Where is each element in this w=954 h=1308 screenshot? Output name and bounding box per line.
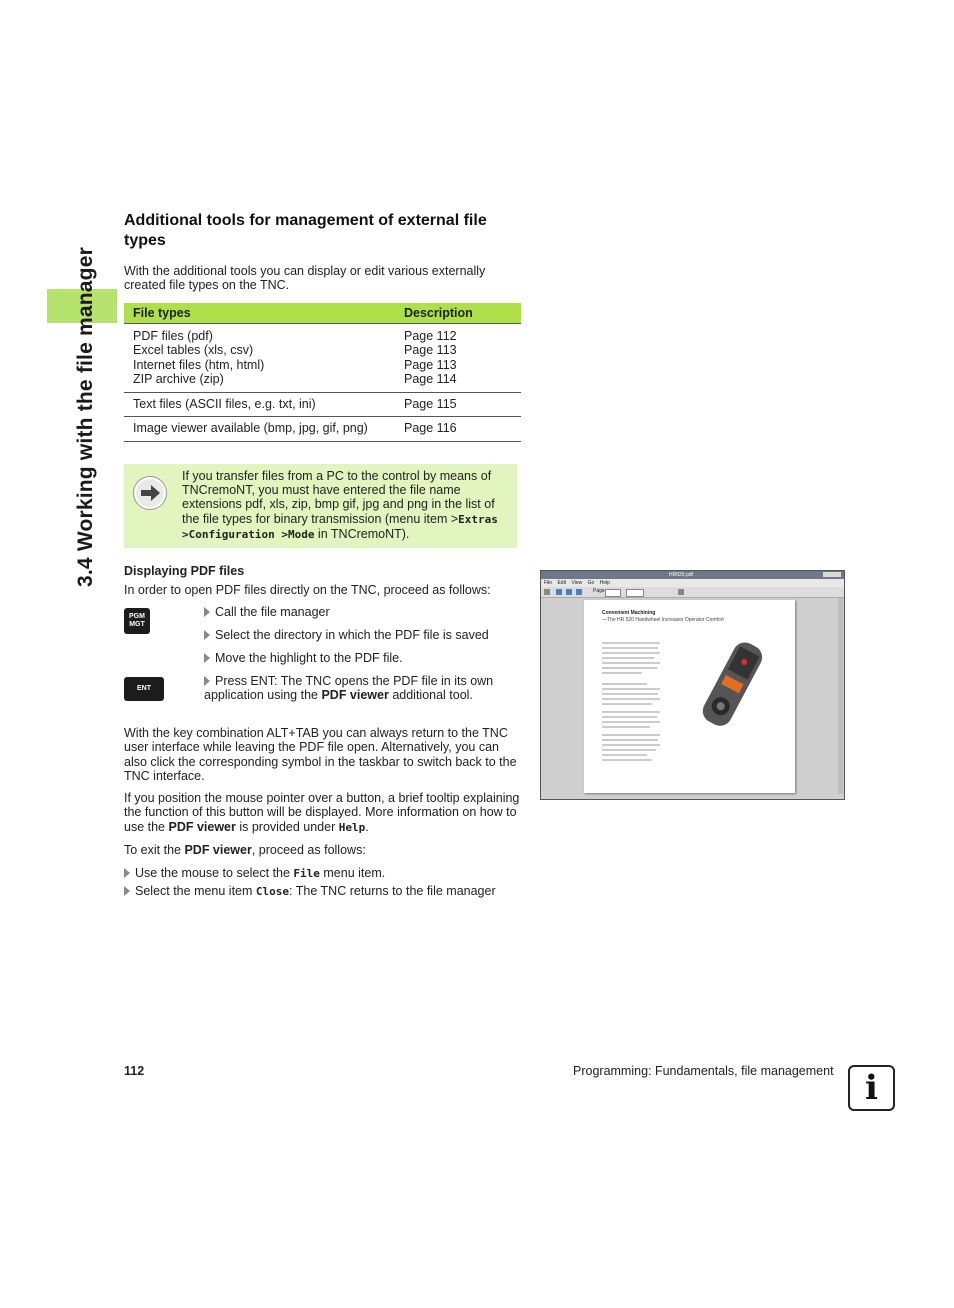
bullet-arrow-icon <box>124 868 130 878</box>
pdf-viewer-screenshot <box>540 570 845 800</box>
print-icon[interactable] <box>544 589 550 595</box>
nav-prev-icon[interactable] <box>566 589 572 595</box>
para-text: , proceed as follows: <box>251 843 366 857</box>
bullet-arrow-icon <box>204 607 210 617</box>
page-input[interactable] <box>605 589 621 597</box>
cell-text: PDF files (pdf) <box>133 329 213 343</box>
para-bold: PDF viewer <box>168 819 236 834</box>
window-title: HR520.pdf <box>669 572 693 578</box>
menu-view[interactable]: View <box>571 580 583 586</box>
menu-file[interactable]: File <box>544 580 553 586</box>
cell-text: ZIP archive (zip) <box>133 371 224 386</box>
bullet-arrow-icon <box>204 630 210 640</box>
step-text: menu item. <box>319 866 386 880</box>
step-text: Select the directory in which the PDF file is saved <box>215 628 489 642</box>
table-cell-types <box>124 324 395 393</box>
zoom-select[interactable] <box>626 589 644 597</box>
window-controls[interactable] <box>823 572 841 577</box>
step-text: additional tool. <box>388 688 473 703</box>
page-link[interactable]: Page 115 <box>395 393 521 417</box>
page-link[interactable]: Page 113 <box>404 343 457 358</box>
table-header <box>124 303 521 324</box>
pdf-page <box>584 600 795 793</box>
nav-next-icon[interactable] <box>576 589 582 595</box>
file-types-table <box>124 303 521 442</box>
text-lines-graphic <box>602 640 662 765</box>
menu-help[interactable]: Help <box>599 580 610 586</box>
pgm-mgt-key[interactable]: PGM MGT <box>124 608 150 634</box>
menu-path-code: Extras >Configuration >Mode <box>182 512 498 541</box>
file-code: File <box>293 867 320 880</box>
nav-first-icon[interactable] <box>556 589 562 595</box>
cell-text: Text files (ASCII files, e.g. txt, ini) <box>124 393 395 417</box>
subsection-title: Displaying PDF files <box>124 564 245 578</box>
header-description: Description <box>395 303 521 324</box>
note-text-part: If you transfer files from a PC to the control by means of TNCremoNT, you must have entered the file name extensions pdf, xls, zip, bmp gif, jpg and png in the list of the file types for binary transmission (menu item > <box>182 469 495 526</box>
bullet-arrow-icon <box>204 653 210 663</box>
info-icon <box>848 1065 895 1111</box>
section-intro: With the additional tools you can display or edit various externally created file types on the TNC. <box>124 264 486 293</box>
footer-chapter: Programming: Fundamentals, file management <box>573 1064 834 1078</box>
page-link[interactable]: Page 114 <box>404 371 457 386</box>
alt-tab-paragraph: With the key combination ALT+TAB you can always return to the TNC user interface while leaving the PDF file open. Alternatively, you can also click the corresponding symbol in the taskbar to switch back to the TNC interface. <box>124 726 517 783</box>
step-item <box>204 605 514 619</box>
section-title: Additional tools for management of external file types <box>124 212 487 249</box>
page-number: 112 <box>124 1064 145 1078</box>
exit-step <box>124 866 524 881</box>
arrow-right-icon <box>133 476 167 510</box>
para-bold: PDF viewer <box>184 843 252 857</box>
doc-title: Convenient Machining <box>602 610 656 616</box>
step-bold: PDF viewer <box>321 688 389 703</box>
table-row <box>124 417 521 441</box>
step-item <box>204 674 509 703</box>
pdf-intro: In order to open PDF files directly on the TNC, proceed as follows: <box>124 583 491 597</box>
note-text-part: in TNCremoNT). <box>314 526 410 541</box>
page-link[interactable]: Page 113 <box>404 357 457 372</box>
chapter-side-title: 3.4 Working with the file manager <box>74 247 97 587</box>
ent-key[interactable]: ENT <box>124 677 164 701</box>
exit-step <box>124 884 524 899</box>
step-item <box>204 651 514 665</box>
para-text: is provided under <box>235 819 339 834</box>
tooltip-paragraph <box>124 791 520 835</box>
help-code: Help <box>338 820 366 834</box>
page-link[interactable]: Page 116 <box>395 417 521 441</box>
step-text: Select the menu item <box>135 884 256 898</box>
page-link[interactable]: Page 112 <box>404 329 457 343</box>
doc-subtitle: —The HR 520 Handwheel Increases Operator Comfort <box>602 617 724 623</box>
bullet-arrow-icon <box>124 886 130 896</box>
bullet-arrow-icon <box>204 676 210 686</box>
handwheel-image <box>692 635 772 735</box>
table-row <box>124 324 521 393</box>
step-text: : The TNC returns to the file manager <box>289 884 496 898</box>
table-row <box>124 393 521 417</box>
para-text: . <box>365 819 369 834</box>
info-glyph: i <box>865 1068 878 1108</box>
window-titlebar <box>541 571 844 579</box>
exit-paragraph <box>124 843 520 857</box>
para-text: To exit the <box>124 843 185 857</box>
close-code: Close <box>255 885 290 898</box>
viewer-menubar <box>541 579 844 587</box>
step-text: Move the highlight to the PDF file. <box>215 651 403 665</box>
step-text: Use the mouse to select the <box>135 866 294 880</box>
cell-text: Excel tables (xls, csv) <box>133 343 254 358</box>
note-text <box>182 469 512 542</box>
viewer-toolbar <box>541 587 844 598</box>
step-item <box>204 628 514 642</box>
step-text: Call the file manager <box>215 605 330 619</box>
step-text: Press ENT: The TNC opens the PDF file in its own application using the <box>204 674 494 703</box>
vertical-scrollbar[interactable] <box>838 598 843 794</box>
table-cell-pages <box>395 324 521 393</box>
menu-go[interactable]: Go <box>587 580 595 586</box>
menu-edit[interactable]: Edit <box>557 580 567 586</box>
cell-text: Internet files (htm, html) <box>133 357 265 372</box>
header-file-types: File types <box>124 303 395 324</box>
para-text: If you position the mouse pointer over a button, a brief tooltip explaining the function of this button will be displayed. More information on how to use the <box>124 791 520 834</box>
page-label: Page <box>593 588 605 594</box>
cell-text: Image viewer available (bmp, jpg, gif, png) <box>124 417 395 441</box>
zoom-icon[interactable] <box>678 589 684 595</box>
